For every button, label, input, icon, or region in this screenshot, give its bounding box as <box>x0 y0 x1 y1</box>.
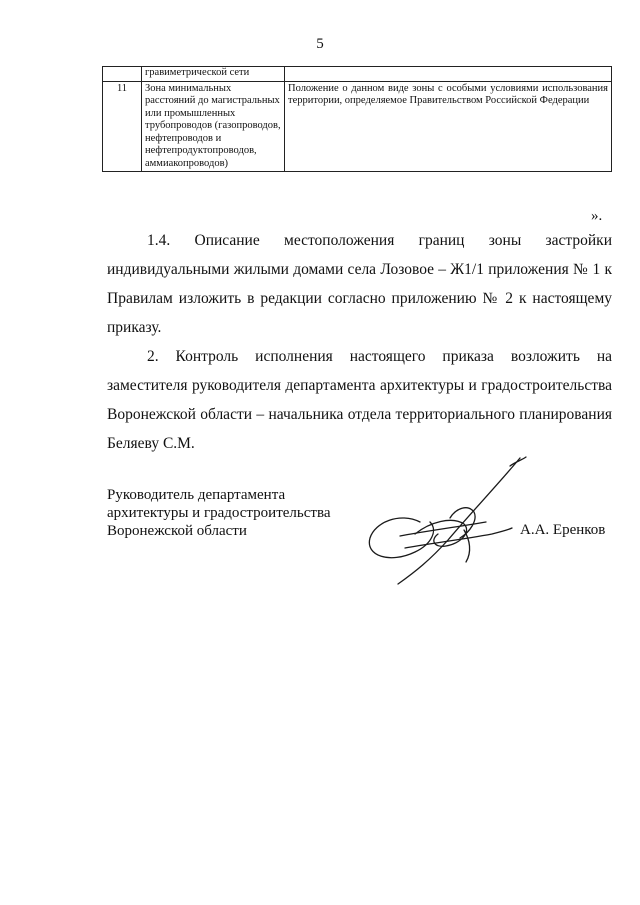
table-row <box>103 67 612 82</box>
zone-description-cell <box>285 67 612 82</box>
row-number-cell <box>103 67 142 82</box>
signatory-title-line: Воронежской области <box>107 523 247 539</box>
closing-quote: ». <box>591 208 603 224</box>
zone-name-cell: Зона минимальных расстояний до магистральных или промышленных трубопроводов (газопроводов, нефтепроводов и нефтепродуктопроводов, аммиакопроводов) <box>142 81 285 172</box>
page-number: 5 <box>316 36 324 52</box>
row-number-cell: 11 <box>103 81 142 172</box>
paragraph-1-4: 1.4. Описание местоположения границ зоны застройки индивидуальными жилыми домами села Лозовое – Ж1/1 приложения № 1 к Правилам изложить в редакции согласно приложению № 2 к настоящему приказу. <box>107 232 612 336</box>
table-row <box>103 81 612 172</box>
signatory-title <box>107 486 330 540</box>
handwritten-signature <box>360 452 540 587</box>
order-body <box>107 226 612 458</box>
zone-name-cell: гравиметрической сети <box>142 67 285 82</box>
paragraph-2: 2. Контроль исполнения настоящего приказа возложить на заместителя руководителя департамента архитектуры и градостроительства Воронежской области – начальника отдела территориального планирования Беляеву С.М. <box>107 348 612 452</box>
signatory-title-line: архитектуры и градостроительства <box>107 505 331 521</box>
zone-description-cell: Положение о данном виде зоны с особыми условиями использования территории, определяемое Правительством Российской Федерации <box>285 81 612 172</box>
zones-table <box>102 66 612 172</box>
signatory-title-line: Руководитель департамента <box>107 487 286 503</box>
signatory-name: А.А. Еренков <box>520 522 606 538</box>
